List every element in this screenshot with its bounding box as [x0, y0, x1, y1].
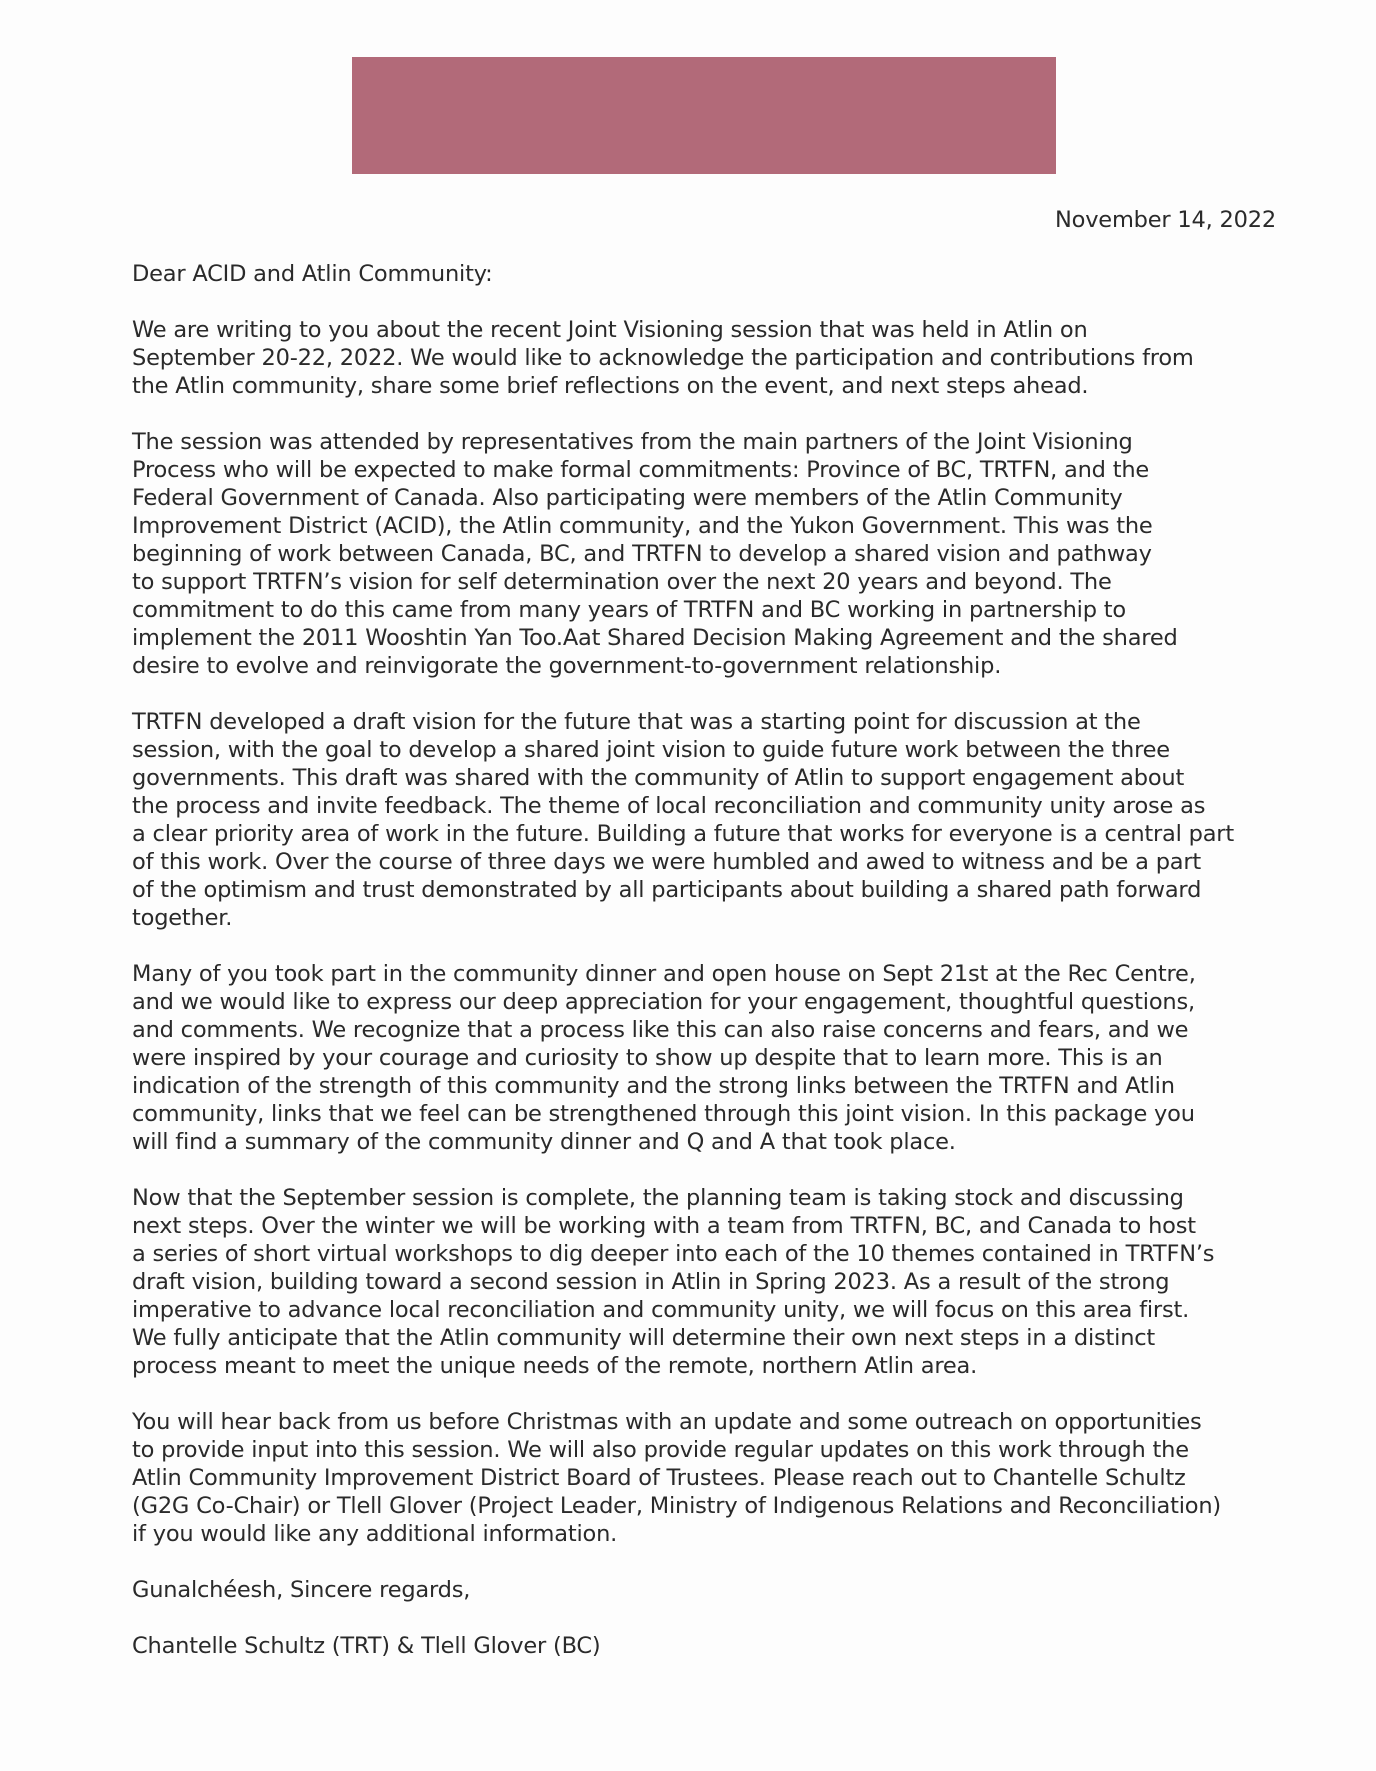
paragraph-3: [132, 708, 1282, 932]
text-line: a series of short virtual workshops to dig deeper into each of the 10 themes contained in TRTFN’s: [132, 1241, 1215, 1267]
text-line: community, links that we feel can be strengthened through this joint vision. In this package you: [132, 1101, 1195, 1127]
text-line: a clear priority area of work in the future. Building a future that works for everyone is a central part: [132, 821, 1234, 847]
text-line: beginning of work between Canada, BC, and TRTFN to develop a shared vision and pathway: [132, 541, 1152, 567]
text-line: together.: [132, 905, 233, 931]
text-line: the process and invite feedback. The theme of local reconciliation and community unity arose as: [132, 793, 1206, 819]
text-line: process meant to meet the unique needs of the remote, northern Atlin area.: [132, 1353, 978, 1379]
text-line: The session was attended by representatives from the main partners of the Joint Visioning: [132, 429, 1133, 455]
text-line: Atlin Community Improvement District Board of Trustees. Please reach out to Chantelle Schultz: [132, 1465, 1186, 1491]
closing: Gunalchéesh, Sincere regards,: [132, 1577, 471, 1603]
redacted-letterhead: [352, 57, 1056, 174]
text-line: governments. This draft was shared with the community of Atlin to support engagement about: [132, 765, 1185, 791]
text-line: imperative to advance local reconciliation and community unity, we will focus on this area first.: [132, 1297, 1190, 1323]
text-line: to provide input into this session. We will also provide regular updates on this work through the: [132, 1437, 1189, 1463]
text-line: indication of the strength of this community and the strong links between the TRTFN and Atlin: [132, 1073, 1175, 1099]
text-line: and comments. We recognize that a process like this can also raise concerns and fears, and we: [132, 1017, 1189, 1043]
text-line: of the optimism and trust demonstrated by all participants about building a shared path forward: [132, 877, 1202, 903]
text-line: draft vision, building toward a second session in Atlin in Spring 2023. As a result of the strong: [132, 1269, 1170, 1295]
text-line: Improvement District (ACID), the Atlin community, and the Yukon Government. This was the: [132, 513, 1153, 539]
text-line: next steps. Over the winter we will be working with a team from TRTFN, BC, and Canada to host: [132, 1213, 1196, 1239]
paragraph-5: [132, 1184, 1282, 1380]
salutation: Dear ACID and Atlin Community:: [132, 261, 493, 287]
text-line: September 20-22, 2022. We would like to acknowledge the participation and contributions from: [132, 345, 1194, 371]
text-line: were inspired by your courage and curiosity to show up despite that to learn more. This is an: [132, 1045, 1163, 1071]
paragraph-1: [132, 316, 1282, 400]
text-line: We are writing to you about the recent Joint Visioning session that was held in Atlin on: [132, 317, 1088, 343]
text-line: desire to evolve and reinvigorate the government-to-government relationship.: [132, 653, 1002, 679]
text-line: to support TRTFN’s vision for self determination over the next 20 years and beyond. The: [132, 569, 1112, 595]
text-line: implement the 2011 Wooshtin Yan Too.Aat Shared Decision Making Agreement and the shared: [132, 625, 1178, 651]
text-line: Federal Government of Canada. Also participating were members of the Atlin Community: [132, 485, 1123, 511]
paragraph-4: [132, 960, 1282, 1156]
text-line: Now that the September session is complete, the planning team is taking stock and discussing: [132, 1185, 1184, 1211]
text-line: session, with the goal to develop a shared joint vision to guide future work between the three: [132, 737, 1170, 763]
text-line: the Atlin community, share some brief reflections on the event, and next steps ahead.: [132, 373, 1089, 399]
text-line: You will hear back from us before Christmas with an update and some outreach on opportunities: [132, 1409, 1202, 1435]
text-line: Process who will be expected to make formal commitments: Province of BC, TRTFN, and the: [132, 457, 1150, 483]
paragraph-6: [132, 1408, 1282, 1548]
text-line: commitment to do this came from many years of TRTFN and BC working in partnership to: [132, 597, 1126, 623]
text-line: of this work. Over the course of three days we were humbled and awed to witness and be a part: [132, 849, 1202, 875]
text-line: if you would like any additional information.: [132, 1521, 618, 1547]
text-line: and we would like to express our deep appreciation for your engagement, thoughtful questions,: [132, 989, 1195, 1015]
letter-date: November 14, 2022: [1055, 207, 1276, 233]
letter-body: [132, 260, 1282, 1688]
paragraph-2: [132, 428, 1282, 680]
text-line: We fully anticipate that the Atlin community will determine their own next steps in a distinct: [132, 1325, 1156, 1351]
text-line: TRTFN developed a draft vision for the future that was a starting point for discussion at the: [132, 709, 1141, 735]
signature: Chantelle Schultz (TRT) & Tlell Glover (BC): [132, 1633, 601, 1659]
text-line: will find a summary of the community dinner and Q and A that took place.: [132, 1129, 956, 1155]
text-line: Many of you took part in the community dinner and open house on Sept 21st at the Rec Centre,: [132, 961, 1196, 987]
text-line: (G2G Co-Chair) or Tlell Glover (Project Leader, Ministry of Indigenous Relations and Reconciliation): [132, 1493, 1221, 1519]
